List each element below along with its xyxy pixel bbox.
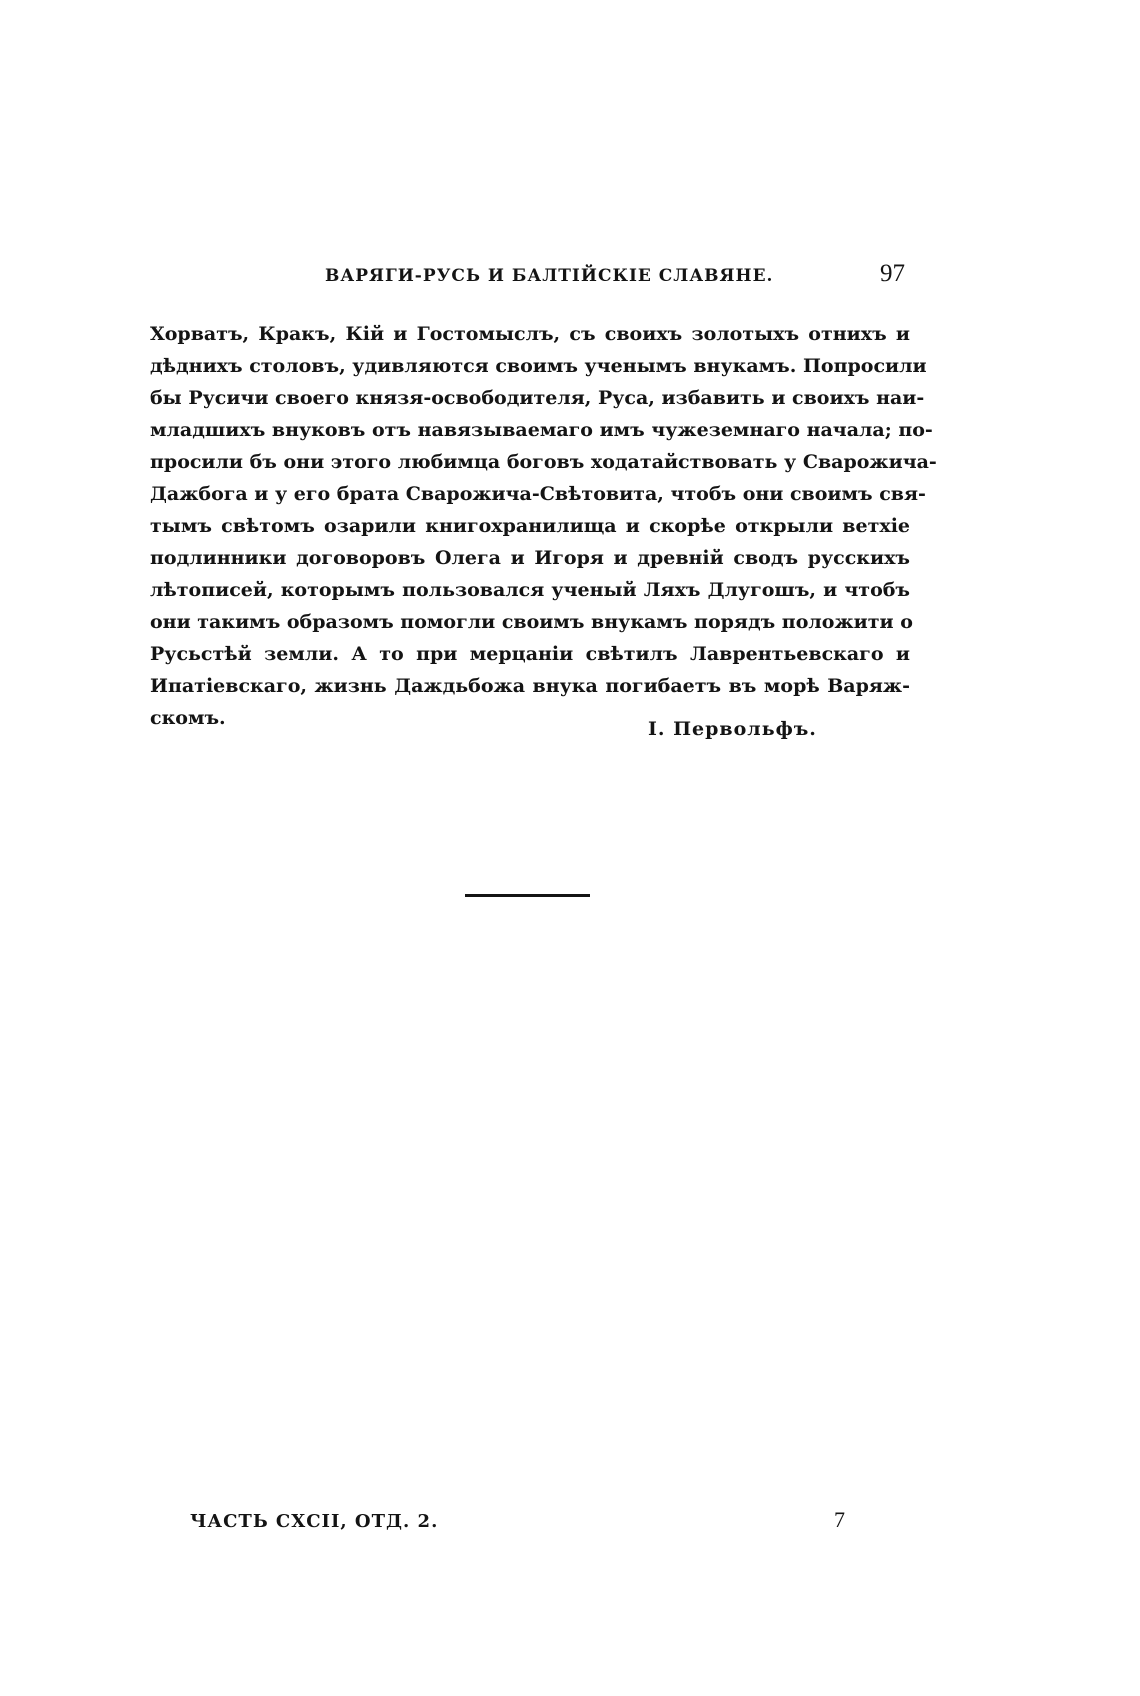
text-line: они такимъ образомъ помогли своимъ внукамъ порядъ положити о: [150, 611, 913, 633]
text-line: Хорватъ, Кракъ, Кій и Гостомыслъ, съ своихъ золотыхъ отнихъ и: [150, 323, 910, 345]
text-line: дѣднихъ столовъ, удивляются своимъ ученымъ внукамъ. Попросили: [150, 355, 927, 377]
text-line: просили бъ они этого любимца боговъ ходатайствовать у Сварожича-: [150, 451, 937, 473]
text-line: бы Русичи своего князя-освободителя, Руса, избавить и своихъ наи-: [150, 387, 925, 409]
text-line: Ипатіевскаго, жизнь Даждьбожа внука погибаетъ въ морѣ Варяж-: [150, 675, 910, 697]
sheet-number: 7: [834, 1507, 845, 1532]
text-line: подлинники договоровъ Олега и Игоря и древній сводъ русскихъ: [150, 547, 910, 569]
text-line: лѣтописей, которымъ пользовался ученый Ляхъ Длугошъ, и чтобъ: [150, 579, 910, 601]
page-number: 97: [880, 260, 905, 287]
body-text: [150, 318, 937, 734]
text-line: Русьстѣй земли. А то при мерцаніи свѣтилъ Лаврентьевскаго и: [150, 643, 910, 665]
section-divider: [465, 894, 590, 897]
running-head: ВАРЯГИ-РУСЬ И БАЛТІЙСКІЕ СЛАВЯНЕ.: [325, 266, 774, 286]
text-line: младшихъ внуковъ отъ навязываемаго имъ чужеземнаго начала; по-: [150, 419, 933, 441]
text-line: скомъ.: [150, 707, 226, 729]
author-signature: I. Первольфъ.: [648, 718, 817, 740]
text-line: Дажбога и у его брата Сварожича-Свѣтовита, чтобъ они своимъ свя-: [150, 483, 926, 505]
signature-mark: ЧАСТЬ СХСII, ОТД. 2.: [190, 1511, 439, 1532]
text-line: тымъ свѣтомъ озарили книгохранилища и скорѣе открыли ветхіе: [150, 515, 910, 537]
